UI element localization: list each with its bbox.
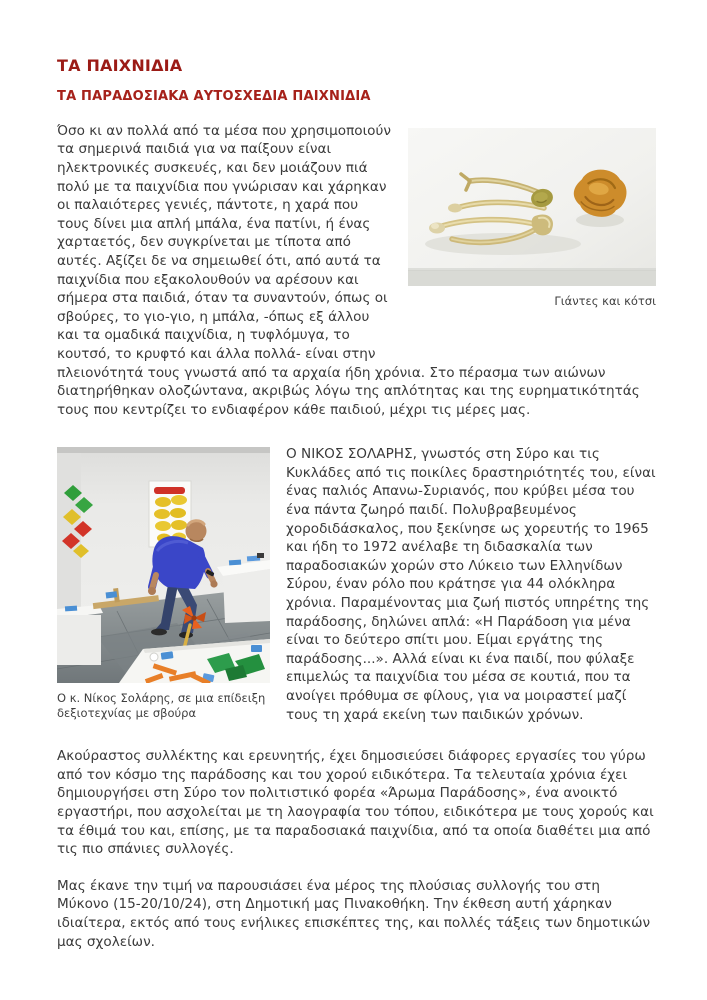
solaris-caption: Ο κ. Νίκος Σολάρης, σε μια επίδειξη δεξιοτεχνίας με σβούρα [57,691,266,721]
page-title: ΤΑ ΠΑΙΧΝΙΔΙΑ [57,56,183,75]
solaris-section [57,445,656,747]
exhibition-paragraph: Μας έκανε την τιμή να παρουσιάσει ένα μέρος της πλούσιας συλλογής του στη Μύκονο (15-20/10/24), στη Δημοτική μας Πινακοθήκη. Την έκθεση αυτή χάρηκαν ιδιαίτερα, εκτός από τους ενήλικες επισκέπτες της, και πολλές τάξεις των δημοτικών μας σχολείων. [57,877,651,950]
intro-section [57,122,656,420]
bones-photo-illustration [408,128,656,286]
solaris-paragraph: Ο ΝΙΚΟΣ ΣΟΛΑΡΗΣ, γνωστός στη Σύρο και τις Κυκλάδες από τις ποικίλες δραστηριότητές του, είναι ένας παλιός Απανω-Συριανός, που κρύβει μέσα του ένα πάντα ζωηρό παιδί. Πολυβραβευμένος χοροδιδάσκαλος, που ξεκίνησε ως χορευτής το 1965 και ήδη το 1972 ανέλαβε τη διδασκαλία των παραδοσιακών χορών στο Λύκειο των Ελληνίδων Σύρου, έναν ρόλο που κράτησε για 44 ολόκληρα χρόνια. Παραμένοντας μια ζωή πιστός υπηρέτης της παράδοσης, δηλώνει απλά: «Η Παράδοση για μένα είναι το δεύτερο σπίτι μου. Είμαι εργάτης της παράδοσης...». Αλλά είναι κι ένα παιδί, που φύλαξε επιμελώς τα παιχνίδια του μέσα σε κουτιά, που τα ανοίγει πρόθυμα σε φίλους, για να μοιραστεί μαζί τους τη χαρά εκείνη των παιδικών χρόνων. [286,446,656,723]
bones-caption: Γιάντες και κότσι [554,293,656,308]
intro-paragraph: Όσο κι αν πολλά από τα μέσα που χρησιμοποιούν τα σημερινά παιδιά για να παίξουν είναι ηλεκτρονικές συσκευές, και δεν μοιάζουν πιά πολύ με τα παιχνίδια που γνώρισαν και χάρηκαν οι παλαιότερες γενιές, πάντοτε, η χαρά που τους δίνει μια απλή μπάλα, ένα πατίνι, ή ένας χαρταετός, δεν συγκρίνεται με τίποτα από αυτές. Αξίζει δε να σημειωθεί ότι, από αυτά τα παιχνίδια που εξακολουθούν να αρέσουν και σήμερα στα παιδιά, όταν τα συναντούν, όπως οι σβούρες, το γιο-γιο, η μπάλα, -όπως εξ άλλου και τα ομαδικά παιχνίδια, η τυφλόμυγα, το κουτσό, το κρυφτό και άλλα πολλά- είναι στην πλειονότητά τους γνωστά από τα αρχαία ήδη χρόνια. Στο πέρασμα των αιώνων διατηρήθηκαν ολοζώντανα, ακριβώς λόγω της απλότητας και της ευρηματικότητάς τους που κεντρίζει το ενδιαφέρον κάθε παιδιού, μέχρι τις μέρες μας. [57,122,640,418]
solaris-photo-illustration [57,447,270,683]
collector-paragraph: Ακούραστος συλλέκτης και ερευνητής, έχει δημοσιεύσει διάφορες εργασίες του γύρω από τον κόσμο της παράδοσης και του χορού ειδικότερα. Τα τελευταία χρόνια έχει δημιουργήσει στη Σύρο τον πολιτιστικό φορέα «Άρωμα Παράδοσης», ένα ανοικτό εργαστήρι, που ασχολείται με τη λαογραφία του τόπου, ειδικότερα με τους χορούς και τα έθιμά του και, επίσης, με τα παραδοσιακά παιχνίδια, από τα οποία διαθέτει μια από τις πιο σπάνιες συλλογές. [57,748,654,858]
solaris-photo [57,447,270,683]
bones-figure [408,128,656,309]
bones-photo [408,128,656,286]
solaris-figure [57,447,270,721]
page-subtitle: ΤΑ ΠΑΡΑΔΟΣΙΑΚΑ ΑΥΤΟΣΧΕΔΙΑ ΠΑΙΧΝΙΔΙΑ [57,89,371,105]
